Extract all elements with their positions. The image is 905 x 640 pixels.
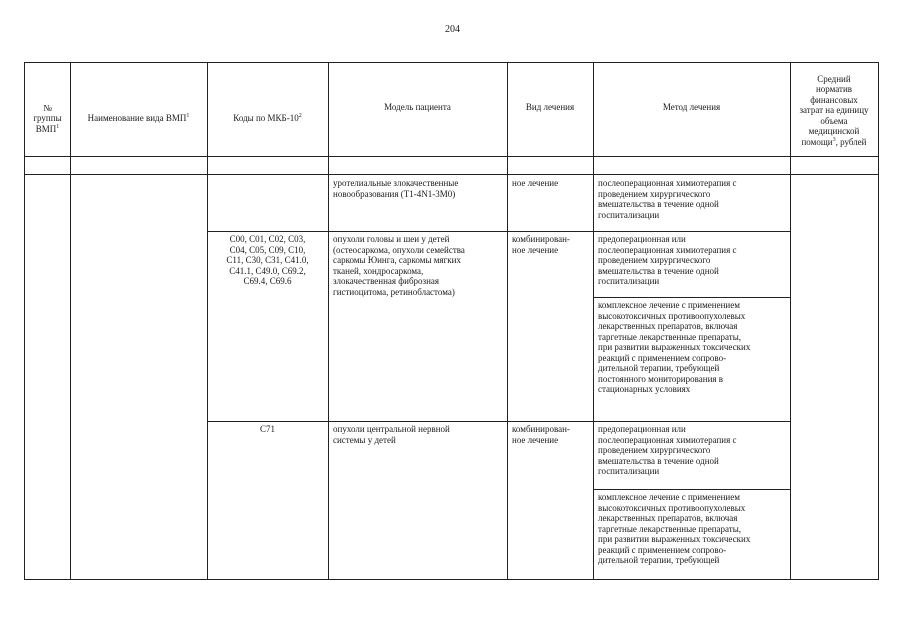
- col-divider-3: [328, 63, 329, 579]
- header-treatment-method: Метод лечения: [662, 102, 721, 112]
- row2-patient-model: опухоли головы и шеи у детей (остеосаркома, опухоли семейства саркомы Юинга, саркомы мягких тканей, хондросаркома, злокачественная фиброзная гистиоцитома, ретинобластома): [333, 234, 465, 297]
- empty-row-bottom-line: [25, 174, 878, 175]
- row1-treatment-type: ное лечение: [512, 178, 559, 188]
- row3-patient-model: опухоли центральной нервной системы у детей: [333, 424, 450, 445]
- row3-treatment-type: комбинирован- ное лечение: [512, 424, 570, 445]
- page-number: 204: [445, 24, 460, 35]
- row2-bottom-line: [207, 421, 790, 422]
- row3-method-b: комплексное лечение с применением высокотоксичных противоопухолевых лекарственных препаратов, включая таргетные лекарственные препараты, при развитии выраженных токсических реакций с применением сопрово- дительной терапии, требующей: [598, 492, 751, 565]
- col-divider-1: [70, 63, 71, 579]
- row1-patient-model: уротелиальные злокачественные новообразования (T1-4N1-3M0): [333, 178, 459, 199]
- header-bottom-line: [25, 156, 878, 157]
- header-vmp-name: Наименование вида ВМП$^1$: [87, 112, 190, 123]
- row1-bottom-line: [207, 231, 790, 232]
- row1-method: послеоперационная химиотерапия с проведением хирургического вмешательства в течение одной госпитализации: [598, 178, 737, 220]
- col-divider-2: [207, 63, 208, 579]
- row2-method-a: предоперационная или послеоперационная химиотерапия с проведением хирургического вмешательства в течение одной госпитализации: [598, 234, 737, 286]
- header-group-no: № группы ВМП$^1$: [33, 102, 62, 134]
- row2-treatment-type: комбинирован- ное лечение: [512, 234, 570, 255]
- row2-method-split-line: [593, 297, 790, 298]
- header-patient-model: Модель пациента: [384, 102, 451, 112]
- row2-method-b: комплексное лечение с применением высокотоксичных противоопухолевых лекарственных препаратов, включая таргетные лекарственные препараты, при развитии выраженных токсических реакций с применением сопрово- дительной терапии, требующей постоянного мониторирования в стационарных условиях: [598, 300, 751, 394]
- header-treatment-type: Вид лечения: [525, 102, 575, 112]
- header-icd-codes: Коды по МКБ-$10^2$: [233, 112, 302, 123]
- vmp-table: [24, 62, 879, 580]
- col-divider-4: [507, 63, 508, 579]
- row2-icd-codes: C00, C01, C02, C03, C04, C05, C09, C10, C11, C30, C31, C41.0, C41.1, C49.0, C69.2, C69.4, C69.6: [226, 234, 309, 286]
- row3-method-a: предоперационная или послеоперационная химиотерапия с проведением хирургического вмешательства в течение одной госпитализации: [598, 424, 737, 476]
- row3-method-split-line: [593, 489, 790, 490]
- row3-icd-codes: C71: [259, 424, 275, 434]
- col-divider-5: [593, 63, 594, 579]
- header-avg-cost: Средний норматив финансовых затрат на единицу объема медицинской помощи$^3$, рублей: [799, 73, 869, 147]
